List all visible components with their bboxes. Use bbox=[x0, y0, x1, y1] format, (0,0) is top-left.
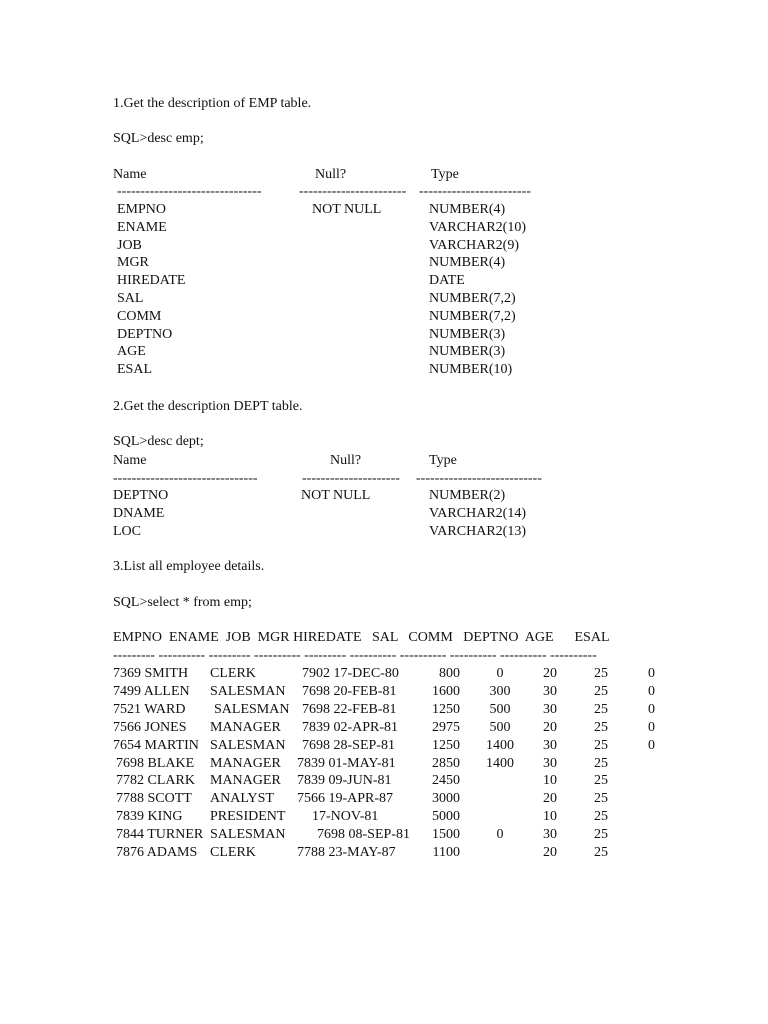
q3-cell: 7839 09-JUN-81 bbox=[297, 773, 392, 789]
q3-cell: 2450 bbox=[432, 773, 460, 789]
q3-cell: 25 bbox=[594, 773, 608, 789]
q3-cell: 500 bbox=[489, 719, 511, 735]
q1-row-name: MGR bbox=[117, 255, 149, 271]
q3-cell: 7844 TURNER bbox=[116, 827, 204, 843]
q3-cell: 30 bbox=[543, 755, 557, 771]
q3-cell: 7788 SCOTT bbox=[116, 791, 192, 807]
q2-row-name: LOC bbox=[113, 524, 141, 539]
q1-row-type: VARCHAR2(9) bbox=[429, 237, 519, 253]
q3-cell: 7839 KING bbox=[116, 809, 183, 825]
q1-header-null: Null? bbox=[315, 167, 347, 182]
q1-row-name: AGE bbox=[117, 344, 146, 360]
q3-cell: 10 bbox=[543, 773, 557, 789]
q1-separator-type: ------------------------ bbox=[419, 184, 531, 199]
q3-cell: 7369 SMITH bbox=[113, 666, 189, 681]
q3-cell: 7521 WARD bbox=[113, 701, 186, 717]
q3-cell: 0 bbox=[648, 666, 655, 681]
q1-row-type: NUMBER(7,2) bbox=[429, 308, 516, 324]
q3-cell: 7839 02-APR-81 bbox=[302, 719, 399, 735]
q3-header-line: EMPNO ENAME JOB MGR HIREDATE SAL COMM DEPTNO AGE ESAL bbox=[113, 630, 610, 645]
q1-row-type: NUMBER(10) bbox=[429, 362, 513, 378]
q1-row-name: DEPTNO bbox=[117, 326, 173, 342]
q1-row-name: COMM bbox=[117, 308, 162, 324]
q3-cell: 7698 08-SEP-81 bbox=[317, 827, 410, 843]
q1-row-name: ESAL bbox=[117, 362, 152, 378]
q2-header-name: Name bbox=[113, 453, 147, 468]
q3-cell: 25 bbox=[594, 666, 608, 681]
q3-cell: 1250 bbox=[432, 737, 460, 753]
q3-cell: 20 bbox=[543, 845, 557, 860]
q3-cell: 25 bbox=[594, 737, 608, 753]
q1-command: SQL>desc emp; bbox=[113, 131, 204, 146]
q3-cell: 30 bbox=[543, 701, 557, 717]
q3-cell: 7566 19-APR-87 bbox=[297, 791, 394, 807]
q3-cell: CLERK bbox=[210, 666, 256, 681]
q2-separator-null: --------------------- bbox=[302, 471, 400, 486]
q3-cell: 2850 bbox=[432, 755, 460, 771]
q3-cell: PRESIDENT bbox=[210, 809, 286, 825]
q3-cell: 0 bbox=[648, 737, 655, 753]
q3-cell: 0 bbox=[648, 701, 655, 717]
q1-row-name: JOB bbox=[117, 237, 142, 253]
q3-cell: 25 bbox=[594, 683, 608, 699]
q3-cell: 25 bbox=[594, 809, 608, 825]
q3-cell: SALESMAN bbox=[210, 827, 286, 843]
q3-cell: 7902 17-DEC-80 bbox=[302, 666, 399, 681]
q1-separator-null: ----------------------- bbox=[299, 184, 407, 199]
q2-row-type: VARCHAR2(13) bbox=[429, 524, 526, 539]
q3-separator-line: --------- ---------- --------- ---------- --------- ---------- ---------- ---------- ---------- ---------- bbox=[113, 648, 597, 663]
q3-cell: MANAGER bbox=[210, 719, 281, 735]
q3-cell: MANAGER bbox=[210, 773, 281, 789]
q3-cell: 3000 bbox=[432, 791, 460, 807]
q2-separator-name: ------------------------------- bbox=[113, 471, 258, 486]
q3-cell: 17-NOV-81 bbox=[312, 809, 379, 825]
q1-row-type: NUMBER(3) bbox=[429, 326, 506, 342]
q3-heading: 3.List all employee details. bbox=[113, 559, 265, 574]
q3-cell: 7698 28-SEP-81 bbox=[302, 737, 395, 753]
q3-cell: 30 bbox=[543, 827, 557, 843]
q2-row-type: NUMBER(2) bbox=[429, 488, 506, 503]
q3-cell: 800 bbox=[439, 666, 460, 681]
q3-cell: 0 bbox=[648, 719, 655, 735]
q3-cell: 0 bbox=[496, 666, 504, 681]
q3-cell: SALESMAN bbox=[210, 737, 286, 753]
q2-command: SQL>desc dept; bbox=[113, 434, 204, 449]
q3-cell: 7566 JONES bbox=[113, 719, 187, 735]
q1-row-name: EMPNO bbox=[117, 202, 167, 217]
q3-cell: ANALYST bbox=[210, 791, 274, 807]
q3-cell: 25 bbox=[594, 755, 608, 771]
q3-cell: 300 bbox=[489, 683, 511, 699]
q1-row-type: NUMBER(4) bbox=[429, 202, 506, 217]
q3-cell: 30 bbox=[543, 683, 557, 699]
q3-cell: 20 bbox=[543, 791, 557, 807]
q1-row-type: VARCHAR2(10) bbox=[429, 219, 526, 235]
q1-row-name: HIREDATE bbox=[117, 273, 186, 289]
q1-row-type: NUMBER(3) bbox=[429, 344, 506, 360]
q1-row-name: SAL bbox=[117, 291, 144, 306]
q2-header-null: Null? bbox=[330, 453, 362, 468]
q3-cell: 1600 bbox=[432, 683, 460, 699]
q3-cell: CLERK bbox=[210, 845, 256, 860]
q1-row-type: DATE bbox=[429, 273, 465, 289]
q3-cell: 1400 bbox=[486, 737, 514, 753]
q1-row-null: NOT NULL bbox=[312, 202, 382, 217]
q1-row-type: NUMBER(4) bbox=[429, 255, 506, 271]
q3-cell: 1250 bbox=[432, 701, 460, 717]
q2-row-type: VARCHAR2(14) bbox=[429, 506, 526, 521]
q3-cell: 7654 MARTIN bbox=[113, 737, 199, 753]
q3-cell: 25 bbox=[594, 827, 608, 843]
q3-cell: 10 bbox=[543, 809, 557, 825]
q2-header-type: Type bbox=[429, 453, 457, 468]
q1-row-name: ENAME bbox=[117, 219, 167, 235]
q3-cell: 25 bbox=[594, 719, 608, 735]
q3-cell: 7782 CLARK bbox=[116, 773, 195, 789]
q2-heading: 2.Get the description DEPT table. bbox=[113, 399, 303, 414]
q2-row-null: NOT NULL bbox=[301, 488, 371, 503]
q3-cell: 7499 ALLEN bbox=[113, 683, 190, 699]
q3-command: SQL>select * from emp; bbox=[113, 595, 252, 610]
q3-cell: 1400 bbox=[486, 755, 514, 771]
q3-cell: 7698 20-FEB-81 bbox=[302, 683, 397, 699]
q2-separator-type: --------------------------- bbox=[416, 471, 542, 486]
q3-cell: 30 bbox=[543, 737, 557, 753]
q3-cell: 25 bbox=[594, 791, 608, 807]
q3-cell: 0 bbox=[648, 683, 655, 699]
q3-cell: 500 bbox=[489, 701, 511, 717]
q3-cell: SALESMAN bbox=[214, 701, 290, 717]
q3-cell: SALESMAN bbox=[210, 683, 286, 699]
q2-row-name: DNAME bbox=[113, 506, 165, 521]
q3-cell: 1500 bbox=[432, 827, 460, 843]
q3-cell: 2975 bbox=[432, 719, 460, 735]
q3-cell: 5000 bbox=[432, 809, 460, 825]
q3-cell: 7876 ADAMS bbox=[116, 845, 198, 860]
q3-cell: 25 bbox=[594, 701, 608, 717]
q2-row-name: DEPTNO bbox=[113, 488, 169, 503]
q3-cell: 20 bbox=[543, 719, 557, 735]
q1-row-type: NUMBER(7,2) bbox=[429, 291, 516, 306]
q3-cell: 7698 BLAKE bbox=[116, 755, 195, 771]
q3-cell: MANAGER bbox=[210, 755, 281, 771]
q3-cell: 7698 22-FEB-81 bbox=[302, 701, 397, 717]
q3-cell: 20 bbox=[543, 666, 557, 681]
q3-cell: 7839 01-MAY-81 bbox=[297, 755, 396, 771]
q3-cell: 1100 bbox=[432, 845, 460, 860]
q1-separator-name: ------------------------------- bbox=[117, 184, 262, 199]
q3-cell: 25 bbox=[594, 845, 608, 860]
q3-cell: 7788 23-MAY-87 bbox=[297, 845, 396, 860]
q3-cell: 0 bbox=[496, 827, 504, 843]
q1-header-type: Type bbox=[431, 167, 459, 182]
q1-header-name: Name bbox=[113, 167, 147, 182]
q1-heading: 1.Get the description of EMP table. bbox=[113, 96, 312, 111]
